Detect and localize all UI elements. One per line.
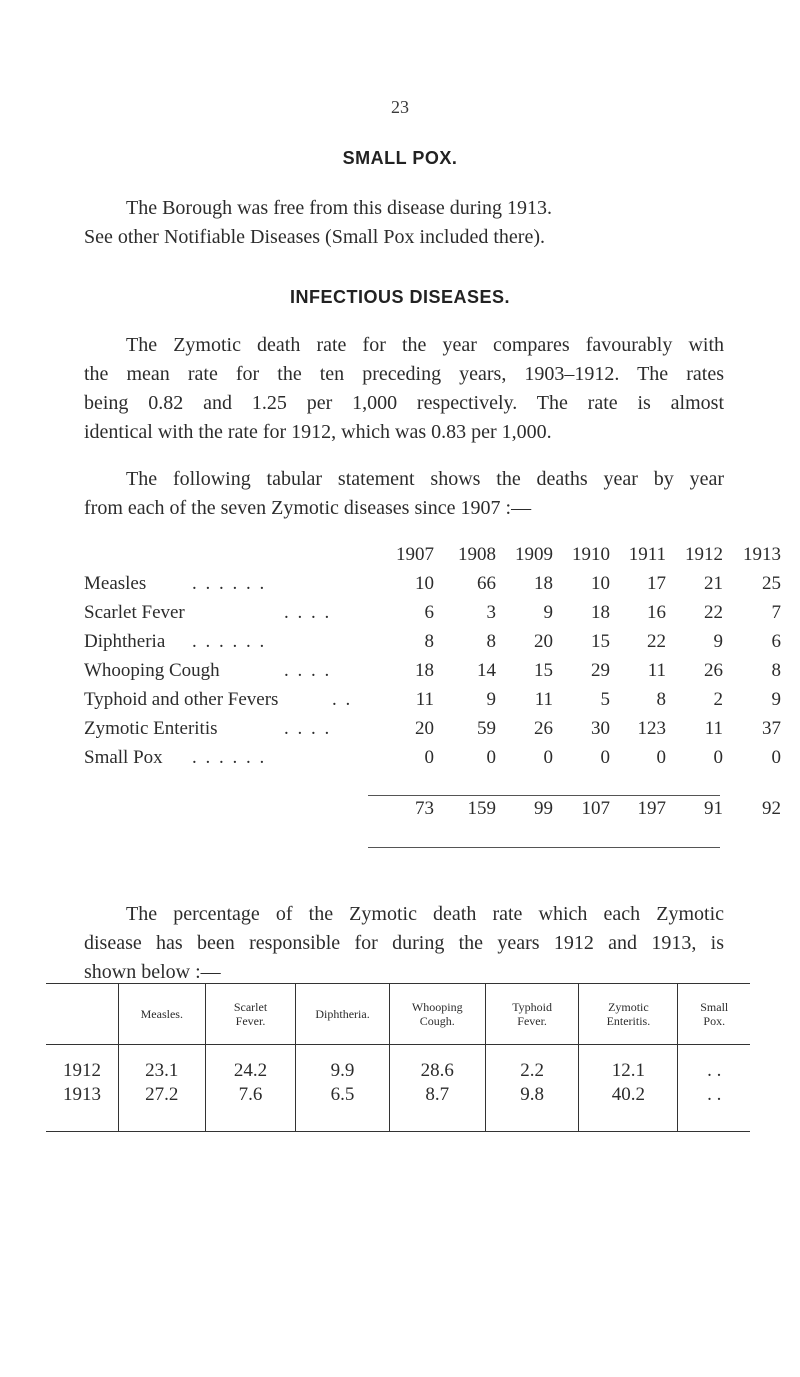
death-count: 8 [424, 631, 434, 652]
zymotic-rate-paragraph [84, 331, 724, 447]
percentage-column-header [389, 984, 485, 1045]
leader-dots: . . . . [284, 718, 332, 739]
death-count: 18 [415, 660, 434, 681]
death-count: 15 [534, 660, 553, 681]
page-number: 23 [391, 97, 409, 117]
death-count: 3 [486, 602, 496, 623]
year-header: 1913 [743, 544, 781, 565]
percentage-column-header [46, 984, 119, 1045]
percentage-value: 2.2 [485, 1045, 578, 1084]
death-count: 2 [713, 689, 723, 710]
death-count: 10 [415, 573, 434, 594]
paragraph-line: shown below :— [84, 961, 221, 983]
statement-row [84, 660, 781, 689]
death-count: 20 [415, 718, 434, 739]
death-count: 20 [534, 631, 553, 652]
percentage-column-header [296, 984, 389, 1045]
total-count: 99 [534, 798, 553, 819]
death-count: 16 [647, 602, 666, 623]
tabular-intro-paragraph [84, 465, 724, 523]
death-count: 15 [591, 631, 610, 652]
death-count: 10 [591, 573, 610, 594]
percentage-value: 28.6 [389, 1045, 485, 1084]
statement-header-row [84, 544, 781, 573]
header-line: Pox. [703, 1014, 726, 1028]
percentage-value: 27.2 [119, 1083, 205, 1132]
leader-dots: . . . . [284, 660, 332, 681]
disease-name: Small Pox [84, 747, 163, 768]
header-line: Scarlet [233, 1000, 268, 1014]
small-pox-line: See other Notifiable Diseases (Small Pox included there). [84, 226, 545, 248]
percentage-value: 9.9 [296, 1045, 389, 1084]
death-count: 9 [543, 602, 553, 623]
header-line: Typhoid [512, 1000, 553, 1014]
total-count: 91 [704, 798, 723, 819]
percentage-value: 9.8 [485, 1083, 578, 1132]
disease-name: Scarlet Fever [84, 602, 185, 623]
death-count: 0 [771, 747, 781, 768]
statement-row [84, 689, 781, 718]
death-count: 59 [477, 718, 496, 739]
death-count: 8 [486, 631, 496, 652]
percentage-value: 8.7 [389, 1083, 485, 1132]
death-count: 0 [424, 747, 434, 768]
death-count: 9 [713, 631, 723, 652]
percentage-column-header [485, 984, 578, 1045]
death-count: 6 [771, 631, 781, 652]
percentage-value: 24.2 [205, 1045, 296, 1084]
disease-name: Typhoid and other Fevers [84, 689, 279, 710]
paragraph-line: from each of the seven Zymotic diseases since 1907 :— [84, 497, 532, 519]
total-count: 107 [581, 798, 610, 819]
leader-dots: . . . . . . [192, 573, 267, 594]
disease-name: Measles [84, 573, 147, 594]
leader-dots: . . . . . . [192, 631, 267, 652]
percentage-value: 7.6 [205, 1083, 296, 1132]
death-count: 22 [704, 602, 723, 623]
percentage-column-header [579, 984, 678, 1045]
death-count: 37 [762, 718, 781, 739]
year-header: 1911 [628, 544, 666, 565]
death-count: 8 [656, 689, 666, 710]
percentage-column-header [678, 984, 750, 1045]
small-pox-heading: SMALL POX. [342, 148, 458, 168]
header-line: Small [700, 1000, 729, 1014]
statement-row [84, 718, 781, 747]
header-line: Whooping [411, 1000, 463, 1014]
statement-row [84, 573, 781, 602]
paragraph-line: being 0.82 and 1.25 per 1,000 respectively. The rate is almost [84, 392, 724, 414]
death-count: 7 [771, 602, 781, 623]
death-count: 9 [771, 689, 781, 710]
year-header: 1909 [515, 544, 553, 565]
percentage-value: 23.1 [119, 1045, 205, 1084]
year-header: 1910 [572, 544, 610, 565]
row-year: 1913 [46, 1083, 119, 1132]
death-count: 18 [534, 573, 553, 594]
totals-rule-top [368, 795, 720, 796]
totals-rule-bottom [368, 847, 720, 848]
leader-dots: . . . . [284, 602, 332, 623]
death-count: 18 [591, 602, 610, 623]
death-count: 14 [477, 660, 496, 681]
deaths-statement-table [84, 544, 781, 827]
death-count: 30 [591, 718, 610, 739]
paragraph-line: identical with the rate for 1912, which was 0.83 per 1,000. [84, 421, 552, 443]
death-count: 22 [647, 631, 666, 652]
small-pox-paragraph [84, 194, 724, 252]
death-count: 11 [647, 660, 666, 681]
death-count: 6 [424, 602, 434, 623]
paragraph-line: The percentage of the Zymotic death rate which each Zymotic [126, 903, 724, 925]
disease-name: Whooping Cough [84, 660, 220, 681]
percentage-value: 12.1 [579, 1045, 678, 1084]
statement-row [84, 602, 781, 631]
disease-name: Diphtheria [84, 631, 166, 652]
header-line: Diphtheria. [315, 1007, 370, 1021]
year-header: 1912 [685, 544, 723, 565]
percentage-value: 6.5 [296, 1083, 389, 1132]
year-header: 1908 [458, 544, 496, 565]
header-line: Enteritis. [606, 1014, 651, 1028]
paragraph-line: The following tabular statement shows the deaths year by year [126, 468, 724, 490]
statement-row [84, 747, 781, 776]
statement-row [84, 631, 781, 660]
percentage-table [46, 983, 750, 1132]
death-count: 0 [713, 747, 723, 768]
percentage-row [46, 1045, 750, 1084]
death-count: 9 [486, 689, 496, 710]
year-header: 1907 [396, 544, 434, 565]
infectious-diseases-heading: INFECTIOUS DISEASES. [289, 287, 511, 307]
death-count: 66 [477, 573, 496, 594]
percentage-header-row [46, 984, 750, 1045]
death-count: 0 [543, 747, 553, 768]
leader-dots: . . . . . . [192, 747, 267, 768]
death-count: 29 [591, 660, 610, 681]
leader-dots: . . [332, 689, 353, 710]
percentage-column-header [119, 984, 205, 1045]
death-count: 123 [637, 718, 666, 739]
percentage-row [46, 1083, 750, 1132]
death-count: 0 [486, 747, 496, 768]
death-count: 0 [600, 747, 610, 768]
header-line: Cough. [419, 1014, 455, 1028]
total-count: 92 [762, 798, 781, 819]
death-count: 26 [704, 660, 723, 681]
death-count: 8 [771, 660, 781, 681]
disease-name: Zymotic Enteritis [84, 718, 218, 739]
header-line: Fever. [517, 1014, 547, 1028]
paragraph-line: disease has been responsible for during the years 1912 and 1913, is [84, 932, 724, 954]
header-line: Zymotic [608, 1000, 649, 1014]
death-count: 11 [704, 718, 723, 739]
death-count: 0 [656, 747, 666, 768]
total-count: 197 [637, 798, 666, 819]
percentage-value: . . [678, 1083, 750, 1132]
percentage-value: . . [678, 1045, 750, 1084]
death-count: 26 [534, 718, 553, 739]
death-count: 11 [415, 689, 434, 710]
percentage-column-header [205, 984, 296, 1045]
death-count: 11 [534, 689, 553, 710]
death-count: 5 [600, 689, 610, 710]
header-line: Measles. [140, 1007, 183, 1021]
total-count: 73 [415, 798, 434, 819]
row-year: 1912 [63, 1060, 102, 1081]
death-count: 21 [704, 573, 723, 594]
total-count: 159 [467, 798, 496, 819]
death-count: 25 [762, 573, 781, 594]
percentage-intro-paragraph [84, 900, 724, 987]
header-line: Fever. [235, 1014, 266, 1028]
death-count: 17 [647, 573, 666, 594]
paragraph-line: the mean rate for the ten preceding years, 1903–1912. The rates [84, 363, 724, 385]
paragraph-line: The Zymotic death rate for the year compares favourably with [126, 334, 724, 356]
small-pox-line: The Borough was free from this disease during 1913. [126, 197, 553, 219]
statement-totals-row [84, 798, 781, 827]
percentage-value: 40.2 [579, 1083, 678, 1132]
